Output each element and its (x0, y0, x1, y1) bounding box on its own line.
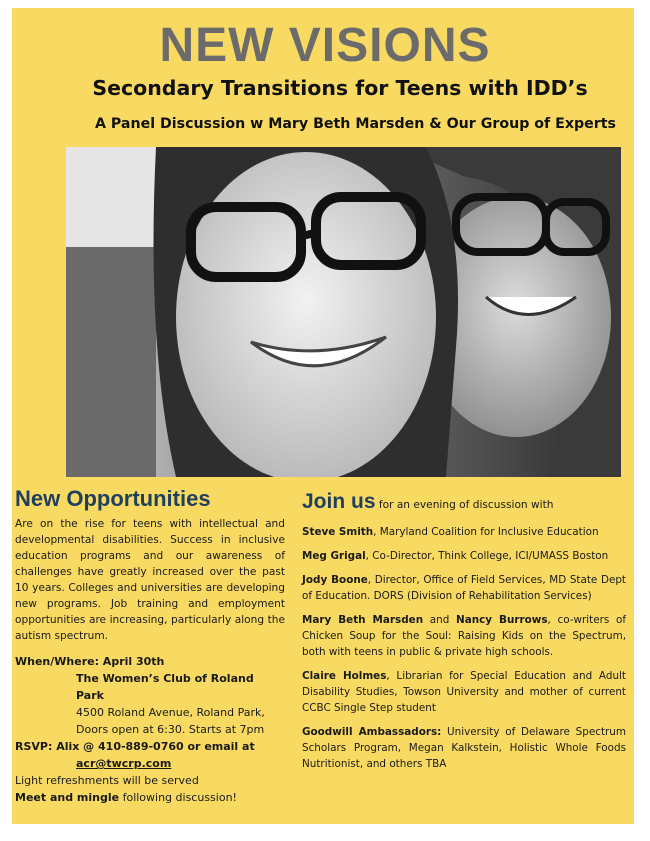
speaker-entry (302, 524, 626, 540)
rsvp-email-link[interactable]: acr@twcrp.com (76, 757, 172, 770)
speaker-desc: , Maryland Coalition for Inclusive Education (373, 526, 599, 538)
rsvp: RSVP: Alix @ 410-889-0760 or email at (15, 740, 255, 753)
speaker-name: Goodwill Ambassadors: (302, 726, 442, 738)
speaker-desc: , Co-Director, Think College, ICI/UMASS Boston (365, 550, 609, 562)
speaker-connector: and (423, 614, 457, 626)
meet-line (15, 789, 285, 806)
times: Doors open at 6:30. Starts at 7pm (76, 723, 265, 736)
speaker-entry (302, 548, 626, 564)
when-where: When/Where: April 30th (15, 655, 165, 668)
event-details (15, 653, 285, 806)
speaker-name: Steve Smith (302, 526, 374, 538)
speaker-entry (302, 668, 626, 716)
speaker-desc: , Librarian for Special Education and Adult Disability Studies, Towson University and mother of current CCBC Single Step student (302, 670, 626, 714)
selfie-photo (66, 147, 621, 477)
panel-description: A Panel Discussion w Mary Beth Marsden & Our Group of Experts (95, 116, 616, 132)
page-title: NEW VISIONS (159, 19, 491, 72)
photo (66, 147, 621, 477)
opportunities-paragraph: Are on the rise for teens with intellectual and developmental disabilities. Success in inclusive education programs and our awareness of challenges have greatly increased over the past 10 years. Colleges and universities are developing new programs. Job training and employment opportunities are increasing, particularly along the autism spectrum. (15, 518, 285, 642)
left-column (15, 486, 285, 806)
refreshments-note: Light refreshments will be served (15, 774, 199, 787)
speaker-name-2: Nancy Burrows (456, 614, 548, 626)
subtitle: Secondary Transitions for Teens with IDD’s (92, 76, 588, 100)
join-us-rest: for an evening of discussion with (375, 499, 554, 511)
speaker-desc: , Director, Office of Field Services, MD State Dept of Education. DORS (Division of Rehabilitation Services) (302, 574, 627, 602)
speaker-name: Claire Holmes (302, 670, 387, 682)
speaker-name: Meg Grigal (302, 550, 366, 562)
new-opportunities-heading: New Opportunities (15, 486, 211, 511)
meet-rest: following discussion! (119, 791, 237, 804)
meet-bold: Meet and mingle (15, 791, 120, 804)
speaker-desc: , co-writers of Chicken Soup for the Soul: Raising Kids on the Spectrum, both with teens in public & private high schools. (302, 614, 627, 658)
speaker-entry (302, 612, 626, 660)
venue: The Women’s Club of Roland Park (76, 672, 254, 702)
right-column (302, 490, 626, 780)
speaker-entry (302, 724, 626, 772)
speaker-name: Jody Boone (302, 574, 368, 586)
speaker-entry (302, 572, 626, 604)
address: 4500 Roland Avenue, Roland Park, (76, 706, 265, 719)
speaker-name: Mary Beth Marsden (302, 614, 424, 626)
join-us-heading: Join us (302, 490, 376, 513)
speaker-desc: University of Delaware Spectrum Scholars Program, Megan Kalkstein, Holistic Whole Foods Nutritionist, and others TBA (302, 726, 626, 770)
join-us-line (302, 490, 626, 514)
